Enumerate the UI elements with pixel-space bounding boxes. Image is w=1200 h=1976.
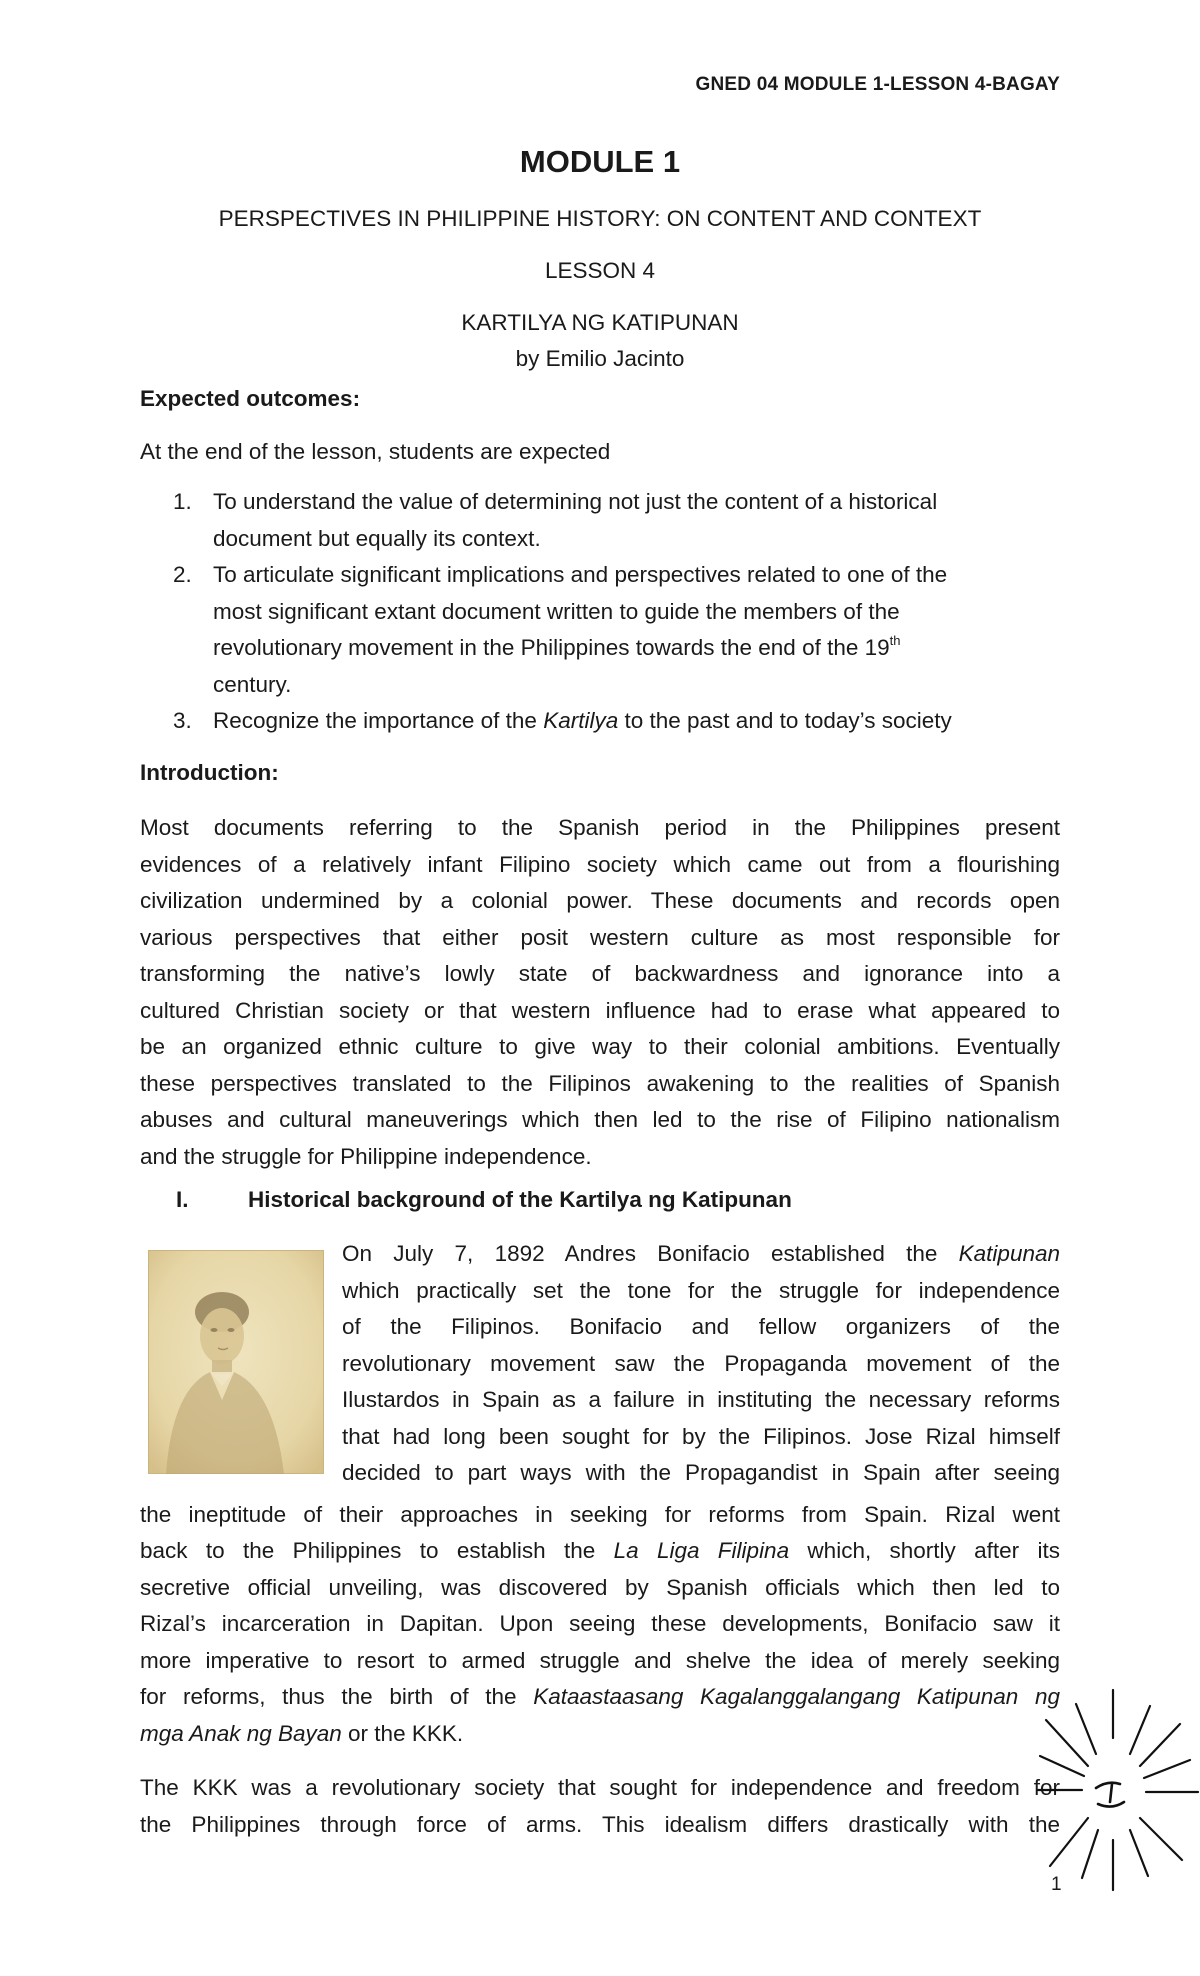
outcome-number: 3.	[173, 708, 192, 733]
section-title: Historical background of the Kartilya ng Katipunan	[248, 1187, 792, 1212]
paragraph-line: Most documents referring to the Spanish period in the Philippines present	[140, 815, 1060, 840]
paragraph-line: revolutionary movement saw the Propaganda movement of the	[342, 1350, 1060, 1376]
sun-icon	[1030, 1680, 1200, 1900]
outcome-line: most significant extant document written to guide the members of the	[213, 598, 900, 624]
introduction-heading: Introduction:	[140, 760, 279, 785]
outcomes-intro: At the end of the lesson, students are expected	[140, 439, 611, 464]
paragraph-line: Rizal’s incarceration in Dapitan. Upon seeing these developments, Bonifacio saw it	[140, 1611, 1060, 1636]
outcome-line: century.	[213, 671, 292, 697]
section-paragraph	[140, 1497, 1060, 1753]
outcome-text-emphasis: Kartilya	[543, 708, 619, 733]
paragraph-line: civilization undermined by a colonial power. These documents and records open	[140, 888, 1060, 913]
kkk-name-emphasis: Kataastaasang Kagalanggalangang Katipunan ng	[533, 1684, 1060, 1709]
paragraph-line: the Philippines through force of arms. This idealism differs drastically with the	[140, 1811, 1060, 1837]
paragraph-line: of the Filipinos. Bonifacio and fellow organizers of the	[342, 1314, 1060, 1339]
paragraph-line: decided to part ways with the Propagandist in Spain after seeing	[342, 1460, 1060, 1485]
paragraph-line	[140, 1679, 1060, 1716]
paragraph-line: which practically set the tone for the struggle for independence	[342, 1277, 1060, 1303]
outcome-item	[140, 484, 1060, 557]
outcome-line-text: revolutionary movement in the Philippines towards the end of the 19	[213, 635, 890, 660]
paragraph-line	[342, 1241, 1060, 1267]
paragraph-line	[140, 1716, 1060, 1753]
la-liga-emphasis: La Liga Filipina	[613, 1538, 790, 1563]
module-subtitle: PERSPECTIVES IN PHILIPPINE HISTORY: ON CONTENT AND CONTEXT	[218, 206, 982, 231]
outcomes-heading: Expected outcomes:	[140, 386, 361, 411]
paragraph-line: that had long been sought for by the Filipinos. Jose Rizal himself	[342, 1423, 1060, 1449]
outcome-line: document but equally its context.	[213, 525, 541, 551]
line-text: On July 7, 1892 Andres Bonifacio established the	[342, 1241, 959, 1266]
kkk-paragraph	[140, 1770, 1060, 1843]
introduction-paragraph	[140, 810, 1060, 1175]
paragraph-line: the ineptitude of their approaches in seeking for reforms from Spain. Rizal went	[140, 1501, 1060, 1527]
portrait-photo	[148, 1250, 324, 1474]
outcome-text-post: to the past and to today’s society	[618, 708, 952, 733]
line-text: for reforms, thus the birth of the	[140, 1684, 534, 1709]
paragraph-line: various perspectives that either posit western culture as most responsible for	[140, 924, 1060, 950]
outcome-line: To articulate significant implications and perspectives related to one of the	[213, 562, 948, 587]
paragraph-line: cultured Christian society or that western influence had to erase what appeared to	[140, 997, 1060, 1023]
superscript-th: th	[889, 633, 901, 648]
paragraph-line: secretive official unveiling, was discovered by Spanish officials which then led to	[140, 1574, 1060, 1600]
paragraph-line: be an organized ethnic culture to give way to their colonial ambitions. Eventually	[140, 1034, 1060, 1059]
line-text: or the KKK.	[341, 1720, 464, 1746]
katipunan-sun-emblem	[1030, 1680, 1200, 1900]
outcome-line: To understand the value of determining not just the content of a historical	[213, 489, 938, 514]
lesson-number: LESSON 4	[544, 258, 656, 283]
outcome-item	[140, 557, 1060, 703]
section-number: I.	[176, 1187, 189, 1212]
paragraph-line: The KKK was a revolutionary society that sought for independence and freedom for	[140, 1775, 1060, 1800]
line-text: back to the Philippines to establish the	[140, 1538, 614, 1563]
running-header: GNED 04 MODULE 1-LESSON 4-BAGAY	[695, 74, 1060, 95]
kkk-name-emphasis: mga Anak ng Bayan	[140, 1720, 342, 1746]
paragraph-line: Ilustardos in Spain as a failure in instituting the necessary reforms	[342, 1387, 1060, 1412]
paragraph-line: these perspectives translated to the Filipinos awakening to the realities of Spanish	[140, 1070, 1060, 1096]
line-text: which, shortly after its	[789, 1538, 1060, 1563]
paragraph-line: evidences of a relatively infant Filipino society which came out from a flourishing	[140, 851, 1060, 877]
lesson-topic: KARTILYA NG KATIPUNAN	[461, 310, 739, 335]
outcome-line	[213, 703, 1060, 740]
lesson-author: by Emilio Jacinto	[515, 346, 685, 371]
outcome-text-pre: Recognize the importance of the	[213, 708, 544, 733]
paragraph-line: and the struggle for Philippine independence.	[140, 1143, 592, 1169]
outcomes-list	[140, 484, 1060, 740]
portrait-image	[148, 1250, 324, 1474]
module-title: MODULE 1	[519, 144, 681, 179]
page-number: 1	[1051, 1874, 1062, 1895]
outcome-item	[140, 703, 1060, 740]
paragraph-line: abuses and cultural maneuverings which then led to the rise of Filipino nationalism	[140, 1107, 1060, 1132]
paragraph-line	[140, 1533, 1060, 1570]
outcome-number: 2.	[173, 562, 192, 587]
paragraph-line: more imperative to resort to armed struggle and shelve the idea of merely seeking	[140, 1647, 1060, 1673]
outcome-number: 1.	[173, 489, 192, 514]
outcome-line	[213, 630, 1060, 667]
paragraph-line: transforming the native’s lowly state of backwardness and ignorance into a	[140, 961, 1060, 986]
katipunan-emphasis: Katipunan	[958, 1241, 1060, 1266]
